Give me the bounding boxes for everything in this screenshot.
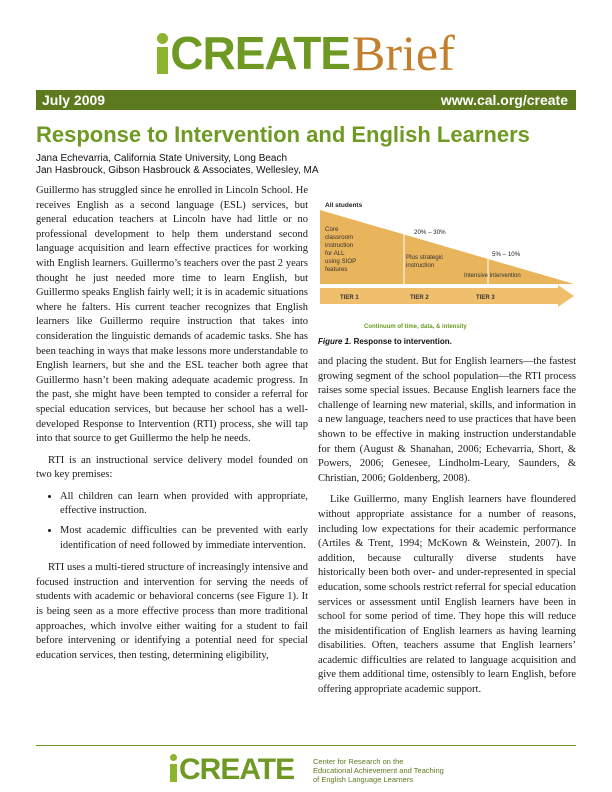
rti-triangle xyxy=(320,210,574,284)
paragraph-2: RTI is an instructional service delivery model founded on two key premises: xyxy=(36,454,308,481)
premises-list xyxy=(36,490,308,553)
column-left xyxy=(36,184,308,670)
create-brief-logo xyxy=(0,25,612,81)
logo-brief-text: Brief xyxy=(351,25,455,81)
paragraph-1: Guillermo has struggled since he enrolled in Lincoln School. He receives English as a second language (ESL) services, but general education teachers at Lincoln have had little or no professional development to help them understand second language acquisition and learn effective practices for working with English learners. Guillermo’s teachers over the past 2 years thought he just needed more time to learn English, but Guillermo speaks English fairly well; it is in academic situations where he falters. His current teacher recognizes that English learners like Guillermo require instruction that takes into consideration the linguistic demands of academic tasks. She has been teaching in ways that make lessons more understandable to English learners, but she and the ESL teacher both agree that Guillermo hasn’t been making adequate academic progress. In the past, she might have been tempted to consider a referral for special education services, but because her school has a well-developed Response to Intervention (RTI) process, she will tap into that source to get Guillermo the help he needs. xyxy=(36,185,308,445)
figure-caption-text: Response to intervention. xyxy=(353,337,452,346)
figure-caption xyxy=(318,337,452,346)
paragraph-4: and placing the student. But for English learners—the fastest growing segment of the school population—the RTI process raises some special issues. Because English learners face the challenge of learning new material, skills, and information in a new language, teachers need to use practices that have been shown to be effective in making instruction understandable for them (August & Shanahan, 2006; Echevarria, Short, & Powers, 2006; Genesee, Lindholm-Leary, Saunders, & Christian, 2006; Goldenberg, 2008). xyxy=(318,356,576,484)
premise-item-1: • All children can learn when provided with appropriate, effective instruction. xyxy=(60,490,308,519)
footer-line-2: Educational Achievement and Teaching xyxy=(313,766,444,775)
website-url[interactable]: www.cal.org/create xyxy=(440,92,568,108)
article-title: Response to Intervention and English Learners xyxy=(36,122,530,147)
footer-line-3: of English Language Learners xyxy=(313,775,414,784)
footer-logo-text: CREATE xyxy=(179,753,295,786)
footer-logo-i-mark-icon xyxy=(170,764,177,782)
tier2-percent-label: 20% – 30% xyxy=(414,229,446,236)
column-right xyxy=(318,355,576,705)
premise-item-2: • Most academic difficulties can be prevented with early identification of need followed by immediate intervention. xyxy=(60,524,308,553)
tier3-label: TIER 3 xyxy=(476,295,495,301)
footer-line-1: Center for Research on the xyxy=(313,757,404,766)
rti-tier-figure xyxy=(318,196,576,346)
header-band xyxy=(36,90,576,110)
logo-i-mark-icon xyxy=(157,47,168,74)
footer-create-logo xyxy=(170,753,295,786)
tier3-percent-label: 5% – 10% xyxy=(492,251,521,258)
figure-caption-label: Figure 1. xyxy=(318,337,352,346)
footer-org-name xyxy=(313,757,444,784)
intensive-intervention-label: Intensive intervention xyxy=(464,273,521,279)
tier1-label: TIER 1 xyxy=(340,295,359,301)
strategic-instruction-label: Plus strategic instruction xyxy=(406,254,444,269)
footer-rule xyxy=(36,745,576,746)
author-1: Jana Echevarria, California State University, Long Beach xyxy=(36,153,288,164)
logo-create-text: CREATE xyxy=(170,27,350,79)
author-2: Jan Hasbrouck, Gibson Hasbrouck & Associates, Wellesley, MA xyxy=(36,165,319,176)
core-instruction-label: Core classroom instruction for ALL using SIOP features xyxy=(325,226,357,273)
continuum-label: Continuum of time, data, & intensity xyxy=(364,324,467,330)
paragraph-5: Like Guillermo, many English learners have floundered without appropriate assistance for a number of reasons, including low expectations for their academic performance (Artiles & Trent, 1994; McKown & Weinstein, 2007). In addition, because culturally diverse students have historically been both over- and under-represented in special education, some schools restrict referral for special education services or assessment until English learners have been in school for some period of time. They hope this will reduce the misidentification of English learners as having learning disabilities. Often, teachers assume that English learners’ academic difficulties are related to language acquisition and give them additional time, ostensibly to learn English, before offering appropriate academic support. xyxy=(318,494,576,696)
authors xyxy=(36,153,319,177)
tier2-label: TIER 2 xyxy=(410,295,429,301)
all-students-label: All students xyxy=(325,202,363,209)
issue-date: July 2009 xyxy=(42,92,106,108)
paragraph-3: RTI uses a multi-tiered structure of increasingly intensive and focused instruction and intervention for serving the needs of students with academic or behavioral concerns (see Figure 1). It is being seen as a more effective process than more traditional approaches, which involve either waiting for a student to fail before intervening or identifying a potential need for special education services, then testing, determining eligibility, xyxy=(36,562,308,661)
